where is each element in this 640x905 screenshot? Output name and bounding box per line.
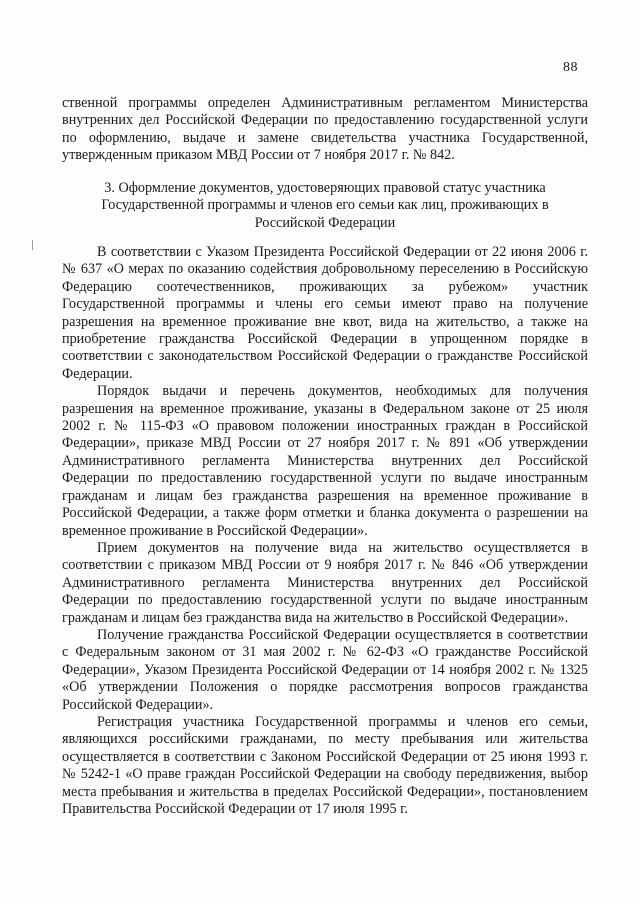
margin-mark	[32, 240, 33, 250]
paragraph-2: Порядок выдачи и перечень документов, необходимых для получения разрешения на временное проживание, указаны в Федеральном законе от 25 июля 2002 г. № 115-ФЗ «О правовом положении иностранных граждан в Российской Федерации», приказе МВД России от 27 ноября 2017 г. № 891 «Об утверждении Административного регламента Министерства внутренних дел Российской Федерации по предоставлению государственной услуги по выдаче иностранным гражданам и лицам без гражданства разрешения на временное проживание в Российской Федерации, а также форм отметки и бланка документа о разрешении на временное проживание в Российской Федерации».	[62, 383, 588, 539]
section-heading: 3. Оформление документов, удостоверяющих правовой статус участника Государственной программы и членов его семьи как лиц, проживающих в Российской Федерации	[101, 180, 549, 231]
paragraph-5: Регистрация участника Государственной программы и членов его семьи, являющихся российскими гражданами, по месту пребывания или жительства осуществляется в соответствии с Законом Российской Федерации от 25 июня 1993 г. № 5242-1 «О праве граждан Российской Федерации на свободу передвижения, выбор места пребывания и жительства в пределах Российской Федерации», постановлением Правительства Российской Федерации от 17 июля 1995 г.	[62, 713, 588, 817]
continuation-paragraph	[62, 95, 588, 165]
body-text	[62, 244, 588, 818]
continuation-text: ственной программы определен Административным регламентом Министерства внутренних дел Российской Федерации по предоставлению государственной услуги по оформлению, выдаче и замене свидетельства участника Государственной, утвержденным приказом МВД России от 7 ноября 2017 г. № 842.	[62, 95, 588, 164]
paragraph-4: Получение гражданства Российской Федерации осуществляется в соответствии с Федеральным законом от 31 мая 2002 г. № 62-ФЗ «О гражданстве Российской Федерации», Указом Президента Российской Федерации от 14 ноября 2002 г. № 1325 «Об утверждении Положения о порядке рассмотрения вопросов гражданства Российской Федерации».	[62, 626, 588, 713]
paragraph-3: Прием документов на получение вида на жительство осуществляется в соответствии с приказом МВД России от 9 ноября 2017 г. № 846 «Об утверждении Административного регламента Министерства внутренних дел Российской Федерации по предоставлению государственной услуги по выдаче иностранным гражданам и лицам без гражданства вида на жительство в Российской Федерации».	[62, 539, 588, 626]
page-number: 88	[563, 60, 578, 75]
paragraph-1: В соответствии с Указом Президента Российской Федерации от 22 июня 2006 г. № 637 «О мерах по оказанию содействия добровольному переселению в Российскую Федерацию соотечественников, проживающих за рубежом» участник Государственной программы и члены его семьи имеют право на получение разрешения на временное проживание вне квот, вида на жительство, а также на приобретение гражданства Российской Федерации в упрощенном порядке в соответствии с законодательством Российской Федерации о гражданстве Российской Федерации.	[62, 244, 588, 382]
